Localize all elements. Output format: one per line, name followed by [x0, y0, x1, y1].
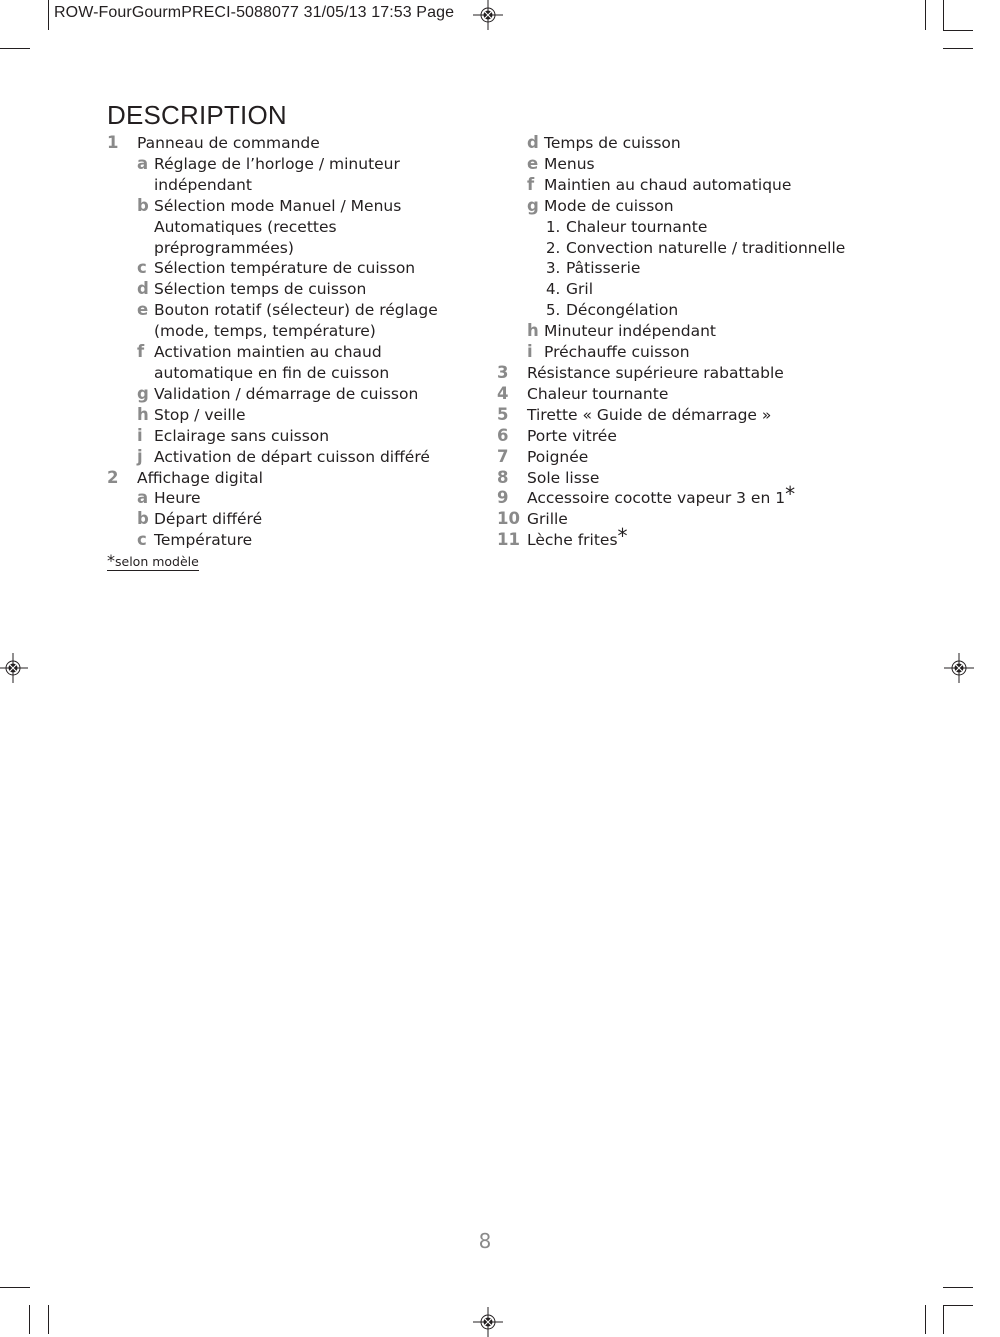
item-label: 4.	[546, 280, 561, 299]
list-item	[497, 405, 897, 426]
list-item	[107, 384, 467, 405]
item-text: Bouton rotatif (sélecteur) de réglage (mode, temps, température)	[154, 301, 438, 341]
list-item	[107, 488, 467, 509]
item-label: i	[527, 342, 533, 362]
list-item	[497, 482, 897, 509]
item-text: Menus	[544, 154, 595, 173]
list-item	[107, 426, 467, 447]
item-label: 5.	[546, 301, 561, 320]
list-item	[497, 300, 897, 321]
crop-mark	[48, 1305, 49, 1334]
item-label: b	[137, 509, 149, 529]
crop-mark	[943, 48, 973, 49]
item-text: Minuteur indépendant	[544, 322, 717, 341]
item-label: h	[137, 404, 149, 424]
list-item	[497, 384, 897, 405]
item-label: g	[137, 383, 149, 403]
crop-mark	[943, 0, 944, 30]
item-text: Stop / veille	[154, 405, 246, 424]
list-item	[107, 509, 467, 530]
item-label: h	[527, 321, 539, 341]
item-label: 4	[497, 383, 509, 403]
item-text: Heure	[154, 489, 201, 508]
item-label: 11	[497, 530, 520, 550]
list-item	[107, 342, 467, 384]
item-text: Poignée	[527, 447, 589, 466]
item-label: 2	[107, 467, 119, 487]
item-label: d	[527, 133, 539, 152]
list-item	[107, 447, 467, 468]
crop-mark	[943, 1305, 944, 1334]
item-label: 2.	[546, 238, 561, 257]
item-label: a	[137, 153, 149, 173]
item-text: Sélection température de cuisson	[154, 259, 416, 278]
item-text: Sélection temps de cuisson	[154, 280, 367, 299]
item-label: g	[527, 195, 539, 215]
item-text: Temps de cuisson	[544, 134, 681, 152]
item-label: 1	[107, 133, 119, 152]
list-item	[497, 154, 897, 175]
item-text: Décongélation	[566, 301, 679, 320]
item-label: 6	[497, 425, 509, 445]
list-item	[107, 258, 467, 279]
registration-mark-icon	[473, 1307, 503, 1337]
list-item	[497, 509, 897, 530]
item-label: 10	[497, 509, 520, 529]
description-list-right	[497, 133, 897, 551]
list-item	[107, 405, 467, 426]
item-text: Préchauffe cuisson	[544, 343, 690, 362]
registration-mark-icon	[944, 653, 974, 683]
item-text: Température	[154, 531, 253, 550]
list-item	[497, 133, 897, 154]
list-item	[107, 468, 467, 489]
item-text: Gril	[566, 280, 593, 299]
item-label: 5	[497, 404, 509, 424]
list-item	[107, 300, 467, 342]
item-text: Panneau de commande	[137, 134, 320, 152]
item-text: Pâtisserie	[566, 259, 641, 278]
list-item	[497, 217, 897, 238]
item-text: Affichage digital	[137, 468, 263, 487]
crop-mark	[48, 0, 49, 30]
item-text: Mode de cuisson	[544, 196, 674, 215]
item-label: e	[527, 153, 539, 173]
item-text: Sélection mode Manuel / Menus Automatiques (recettes préprogrammées)	[154, 196, 402, 257]
item-text: Grille	[527, 510, 568, 529]
item-text: Chaleur tournante	[566, 217, 708, 236]
crop-mark	[0, 1287, 30, 1288]
item-text: Tirette « Guide de démarrage »	[527, 405, 772, 424]
crop-mark	[29, 1305, 30, 1334]
item-label: b	[137, 195, 149, 215]
item-text: Convection naturelle / traditionnelle	[566, 238, 846, 257]
list-item	[497, 363, 897, 384]
list-item	[497, 342, 897, 363]
item-label: f	[137, 342, 145, 362]
page-number: 8	[478, 1229, 492, 1253]
crop-mark	[943, 30, 973, 31]
crop-mark	[943, 1305, 973, 1306]
list-item	[497, 321, 897, 342]
item-label: 3	[497, 362, 509, 382]
item-text: Maintien au chaud automatique	[544, 175, 792, 194]
item-text: Départ différé	[154, 510, 263, 529]
item-text: Lèche frites	[527, 531, 618, 550]
item-text: Eclairage sans cuisson	[154, 426, 330, 445]
list-item	[107, 196, 467, 259]
list-item	[107, 154, 467, 196]
item-label: 1.	[546, 217, 561, 236]
item-text: Chaleur tournante	[527, 384, 669, 403]
item-label: j	[137, 446, 143, 466]
item-label: f	[527, 174, 535, 194]
item-text: Activation maintien au chaud automatique en fin de cuisson	[154, 343, 390, 382]
footnote	[107, 551, 199, 571]
item-text: Réglage de l’horloge / minuteur indépendant	[154, 154, 400, 194]
item-label: 9	[497, 488, 509, 508]
list-item	[497, 524, 897, 551]
list-item	[497, 258, 897, 279]
item-text: Accessoire cocotte vapeur 3 en 1	[527, 489, 786, 508]
asterisk-mark: *	[785, 482, 796, 507]
list-item	[497, 279, 897, 300]
print-slug: ROW-FourGourmPRECI-5088077 31/05/13 17:53 Page	[54, 4, 455, 21]
item-text: Activation de départ cuisson différé	[154, 447, 430, 466]
registration-mark-icon	[473, 0, 503, 30]
item-label: e	[137, 300, 149, 320]
footnote-text: selon modèle	[115, 554, 199, 570]
crop-mark	[0, 48, 30, 49]
list-item	[107, 133, 467, 154]
item-label: 7	[497, 446, 509, 466]
list-item	[497, 468, 897, 489]
crop-mark	[943, 1287, 973, 1288]
item-label: c	[137, 530, 147, 550]
list-item	[497, 447, 897, 468]
item-label: i	[137, 425, 143, 445]
crop-mark	[925, 1305, 926, 1334]
crop-mark	[925, 0, 926, 30]
item-text: Résistance supérieure rabattable	[527, 363, 784, 382]
list-item	[107, 530, 467, 551]
item-label: 8	[497, 467, 509, 487]
item-label: c	[137, 258, 147, 278]
page-title: DESCRIPTION	[107, 100, 287, 130]
asterisk-mark: *	[617, 524, 628, 549]
list-item	[497, 196, 897, 217]
list-item	[497, 238, 897, 259]
item-text: Sole lisse	[527, 468, 600, 487]
list-item	[497, 175, 897, 196]
footnote-mark: *	[107, 551, 115, 571]
item-label: d	[137, 279, 149, 299]
list-item	[497, 426, 897, 447]
item-label: a	[137, 488, 149, 508]
item-text: Porte vitrée	[527, 426, 617, 445]
list-item	[107, 279, 467, 300]
registration-mark-icon	[0, 653, 28, 683]
description-list-left	[107, 133, 467, 571]
item-text: Validation / démarrage de cuisson	[154, 384, 419, 403]
item-label: 3.	[546, 259, 561, 278]
